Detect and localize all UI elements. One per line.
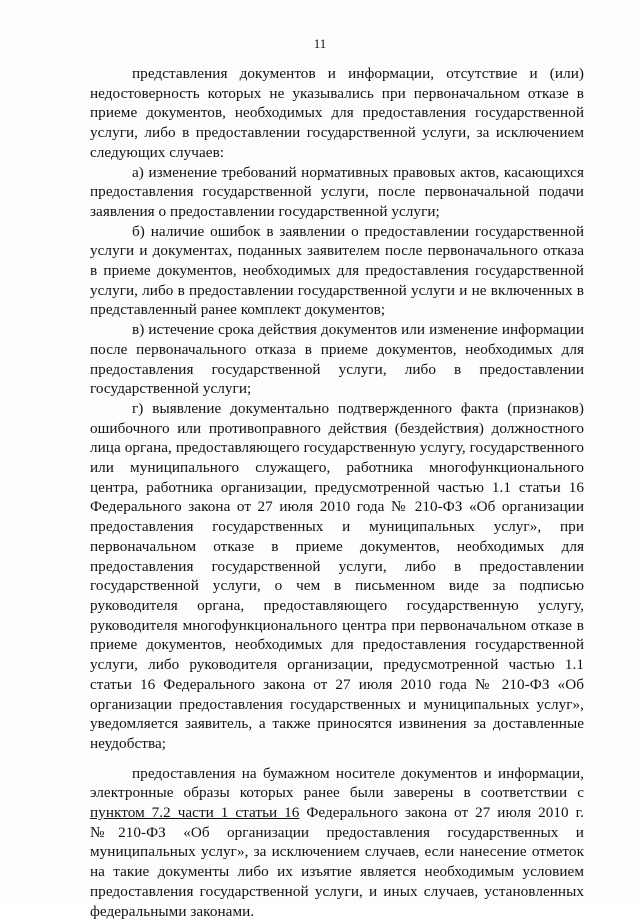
- paragraph-item-b: б) наличие ошибок в заявлении о предоставлении государственной услуги и документах, поданных заявителем после первоначального отказа в приеме документов, необходимых для предоставления государственной услуги, либо в предоставлении государственной услуги и не включенных в представленный ранее комплект документов;: [90, 222, 584, 319]
- paragraph-intro: представления документов и информации, отсутствие и (или) недостоверность которых не указывались при первоначальном отказе в приеме документов, необходимых для предоставления государственной услуги, либо в предоставлении государственной услуги, за исключением следующих случаев:: [90, 65, 584, 161]
- paragraph-final-part2: Федерального закона от 27 июля 2010 г. №210-ФЗ «Об организации предоставления государственных и муниципальных услуг», за исключением случаев, если нанесение отметок на такие документы либо их изъятие является необходимым условием предоставления государственной услуги, и иных случаев, установленных федеральными законами.: [90, 804, 584, 920]
- paragraph-item-g: г) выявление документально подтвержденного факта (признаков) ошибочного или противоправного действия (бездействия) должностного лица органа, предоставляющего государственную услугу, государственного или муниципального служащего, работника многофункционального центра, работника организации, предусмотренной частью 1.1 статьи 16 Федерального закона от 27 июля 2010 года № 210-ФЗ «Об организации предоставления государственных и муниципальных услуг», при первоначальном отказе в приеме документов, необходимых для предоставления государственной услуги, либо в предоставлении государственной услуги, о чем в письменном виде за подписью руководителя органа, предоставляющего государственную услугу, руководителя многофункционального центра при первоначальном отказе в приеме документов, необходимых для предоставления государственной услуги, либо руководителя организации, предусмотренной частью 1.1 статьи 16 Федерального закона от 27 июля 2010 года № 210-ФЗ «Об организации предоставления государственных и муниципальных услуг», уведомляется заявитель, а также приносятся извинения за доставленные неудобства;: [90, 399, 584, 752]
- document-body: [90, 64, 584, 921]
- page-number: 11: [313, 36, 327, 51]
- paragraph-final-part1: предоставления на бумажном носителе документов и информации, электронные образы которых ранее были заверены в соответствии с: [90, 764, 584, 802]
- paragraph-final: [90, 764, 584, 921]
- paragraph-item-v: в) истечение срока действия документов или изменение информации после первоначального отказа в приеме документов, необходимых для предоставления государственной услуги, либо в предоставлении государственной услуги;: [90, 321, 584, 398]
- law-reference-link[interactable]: пунктом 7.2 части 1 статьи 16: [90, 804, 300, 822]
- paragraph-item-a: а) изменение требований нормативных правовых актов, касающихся предоставления государственной услуги, после первоначальной подачи заявления о предоставлении государственной услуги;: [90, 163, 584, 220]
